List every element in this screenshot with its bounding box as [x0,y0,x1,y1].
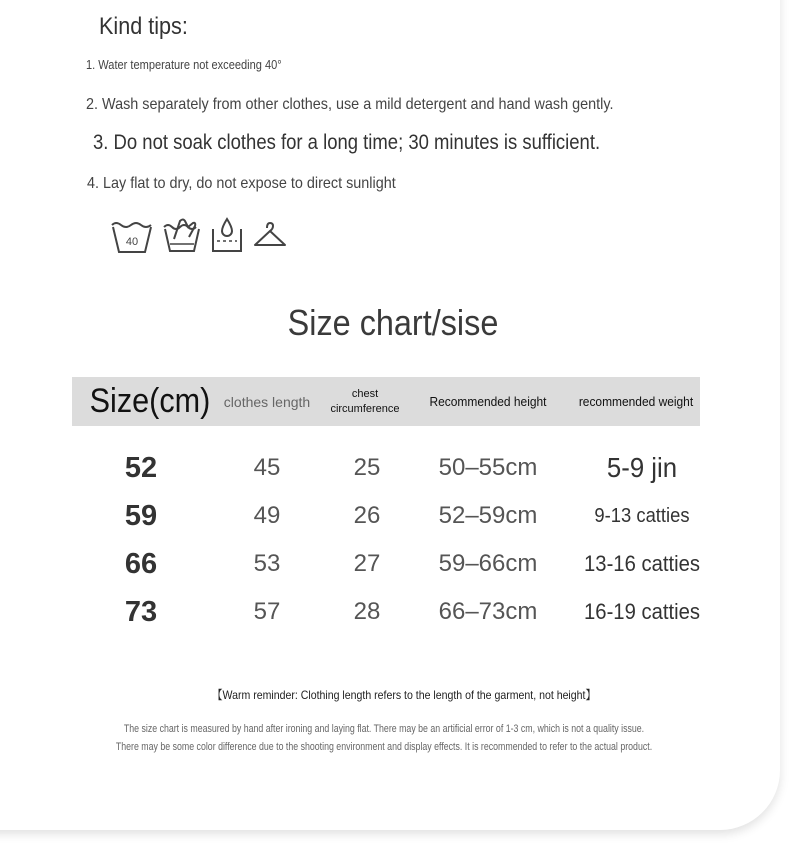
cell-height: 50–55cm [438,454,538,481]
header-size: Size(cm) [89,382,211,420]
cell-length: 49 [253,502,281,529]
cell-size: 52 [124,451,158,484]
cell-chest: 25 [353,454,381,481]
cell-length: 53 [253,550,281,577]
table-row [0,588,790,636]
size-chart-title: Size chart/sise [287,302,499,343]
warm-bracket-right: 】 [585,688,597,702]
cell-weight: 9-13 catties [594,504,690,527]
cell-weight: 16-19 catties [584,599,700,624]
tip-item-2: 2. Wash separately from other clothes, use a mild detergent and hand wash gently. [86,96,614,113]
cell-length: 45 [253,454,281,481]
header-clothes-length: clothes length [223,393,311,410]
table-row [0,540,790,588]
cell-weight: 13-16 catties [584,551,700,576]
table-row [0,444,790,492]
hand-wash-icon [162,215,202,255]
cell-size: 73 [124,595,158,628]
tip-item-4: 4. Lay flat to dry, do not expose to direct sunlight [87,175,396,192]
header-chest: chest circumference [330,387,400,415]
warm-reminder-text: Warm reminder: Clothing length refers to the length of the garment, not height [222,688,586,702]
cell-size: 66 [124,547,158,580]
wash-temp-label: 40 [125,236,139,248]
cell-height: 59–66cm [438,550,538,577]
measurement-note: The size chart is measured by hand after ironing and laying flat. There may be an artificial error of 1-3 cm, which is not a quality issue. [123,723,645,735]
cell-height: 52–59cm [438,502,538,529]
tip-item-3: 3. Do not soak clothes for a long time; 30 minutes is sufficient. [93,131,601,154]
cell-chest: 27 [353,550,381,577]
cell-chest: 26 [353,502,381,529]
header-height: Recommended height [429,394,547,409]
table-row [0,492,790,540]
hanger-dry-icon [252,215,288,255]
cell-weight: 5-9 jin [606,452,678,483]
cell-chest: 28 [353,598,381,625]
tip-item-1: 1. Water temperature not exceeding 40° [86,57,282,72]
warm-reminder [48,686,759,703]
cell-length: 57 [253,598,281,625]
kind-tips-title: Kind tips: [99,13,188,40]
color-note: There may be some color difference due to the shooting environment and display effects. It is recommended to refer to the actual product. [115,741,653,753]
wash-40-icon [110,215,154,255]
cell-size: 59 [124,499,158,532]
care-icons [110,215,288,255]
warm-bracket-left: 【 [211,688,223,702]
cell-height: 66–73cm [438,598,538,625]
bleach-drop-icon [210,215,244,255]
header-weight: recommended weight [578,394,694,409]
